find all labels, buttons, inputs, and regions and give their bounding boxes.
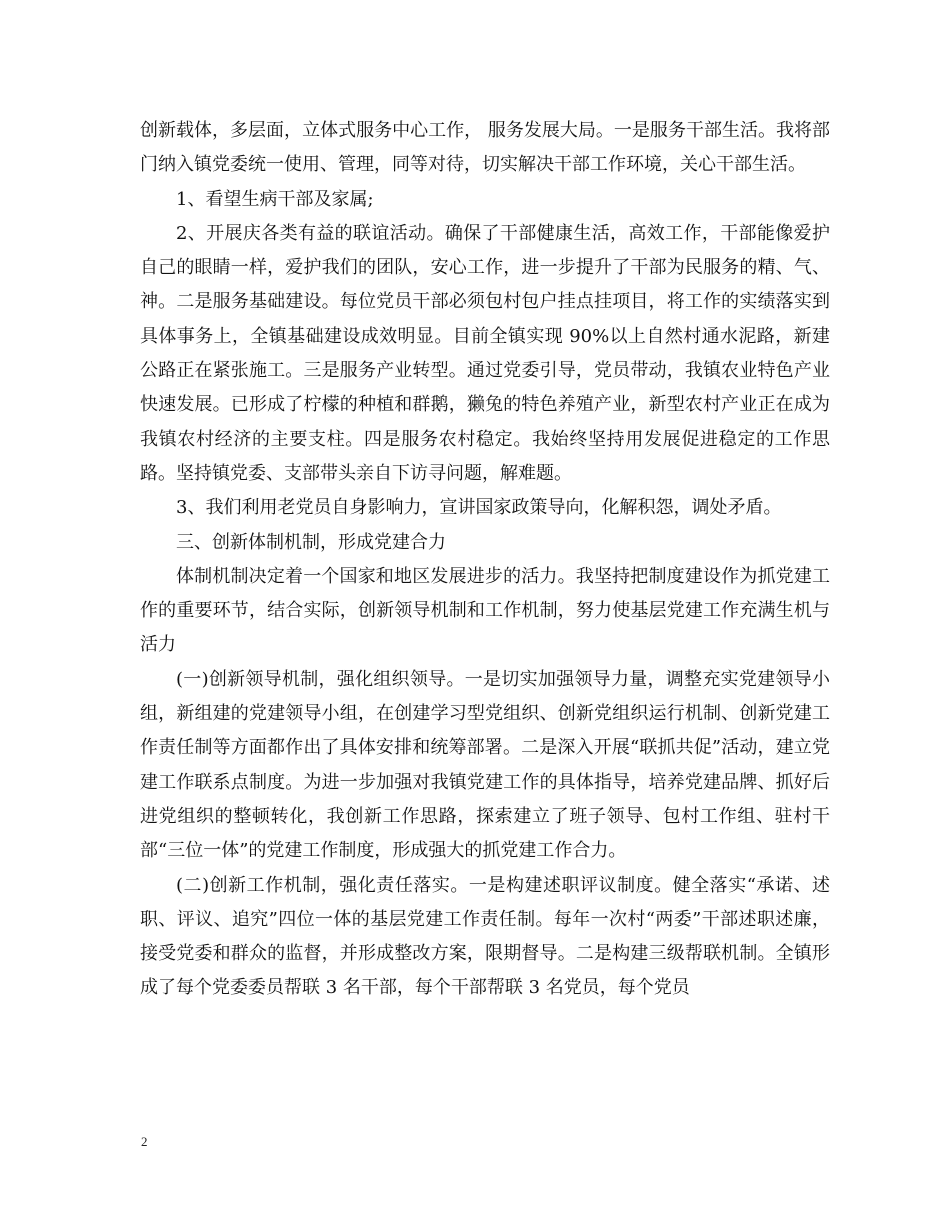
document-body bbox=[140, 114, 830, 1006]
paragraph-1: 创新载体，多层面，立体式服务中心工作， 服务发展大局。一是服务干部生活。我将部门纳入镇党委统一使用、管理，同等对待，切实解决干部工作环境，关心干部生活。 bbox=[140, 120, 830, 176]
paragraph-6: 体制机制决定着一个国家和地区发展进步的活力。我坚持把制度建设作为抓党建工作的重要环节，结合实际，创新领导机制和工作机制，努力使基层党建工作充满生机与活力 bbox=[140, 565, 830, 656]
paragraph-2: 1、看望生病干部及家属; bbox=[176, 188, 374, 210]
paragraph-8: (二)创新工作机制，强化责任落实。一是构建述职评议制度。健全落实“承诺、述职、评议、追究”四位一体的基层党建工作责任制。每年一次村“两委”干部述职述廉，接受党委和群众的监督，并形成整改方案，限期督导。二是构建三级帮联机制。全镇形成了每个党委委员帮联 3 名干部，每个干部帮联 3 名党员，每个党员 bbox=[140, 874, 830, 999]
paragraph-7: (一)创新领导机制，强化组织领导。一是切实加强领导力量，调整充实党建领导小组，新组建的党建领导小组，在创建学习型党组织、创新党组织运行机制、创新党建工作责任制等方面都作出了具体安排和统筹部署。二是深入开展“联抓共促”活动，建立党建工作联系点制度。为进一步加强对我镇党建工作的具体指导，培养党建品牌、抓好后进党组织的整顿转化，我创新工作思路，探索建立了班子领导、包村工作组、驻村干部“三位一体”的党建工作制度，形成强大的抓党建工作合力。 bbox=[140, 668, 830, 862]
paragraph-3: 2、开展庆各类有益的联谊活动。确保了干部健康生活，高效工作，干部能像爱护自己的眼睛一样，爱护我们的团队，安心工作，进一步提升了干部为民服务的精、气、神。二是服务基础建设。每位党员干部必须包村包户挂点挂项目，将工作的实绩落实到具体事务上，全镇基础建设成效明显。目前全镇实现 90%以上自然村通水泥路，新建公路正在紧张施工。三是服务产业转型。通过党委引导，党员带动，我镇农业特色产业快速发展。已形成了柠檬的种植和群鹅，獭兔的特色养殖产业，新型农村产业正在成为我镇农村经济的主要支柱。四是服务农村稳定。我始终坚持用发展促进稳定的工作思路。坚持镇党委、支部带头亲自下访寻问题，解难题。 bbox=[140, 222, 830, 484]
page-number: 2 bbox=[141, 1134, 148, 1149]
section-heading: 三、创新体制机制，形成党建合力 bbox=[176, 531, 446, 553]
paragraph-4: 3、我们利用老党员自身影响力，宣讲国家政策导向，化解积怨，调处矛盾。 bbox=[176, 497, 782, 519]
